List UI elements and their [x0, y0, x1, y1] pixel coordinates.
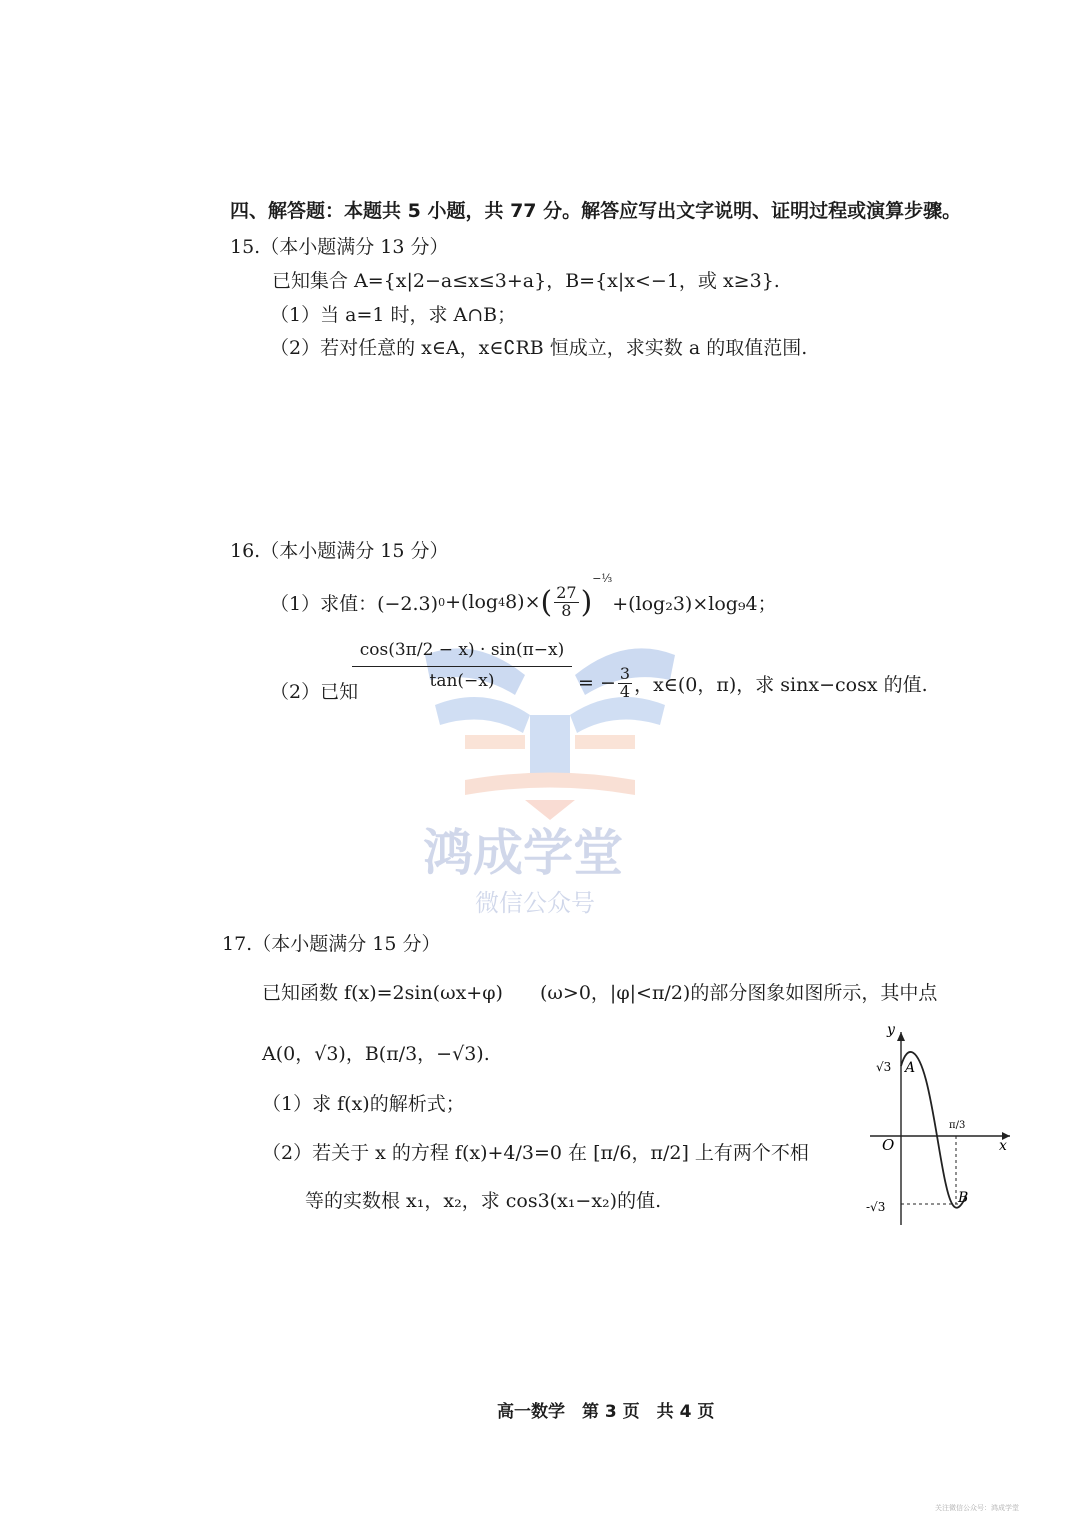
q17-header: 17.（本小题满分 15 分）	[222, 933, 441, 955]
q16-part1-exp: −⅓	[592, 572, 613, 585]
q16-part2-fraction	[352, 640, 572, 691]
q16-part2-eq: = −	[578, 672, 616, 695]
graph-point-b-label: B	[958, 1190, 969, 1206]
q16-part1-mid: +(log	[445, 591, 499, 613]
q16-part2-val-num: 3	[619, 664, 631, 683]
q16-part1-prefix: （1）求值：(−2.3)	[270, 592, 439, 615]
q17-part2-a: （2）若关于 x 的方程 f(x)+4/3=0 在 [π/6，π/2] 上有两个不相	[262, 1142, 809, 1164]
q15-header: 15.（本小题满分 13 分）	[230, 236, 449, 258]
q16-part1-zero: 0	[438, 595, 446, 609]
watermark-sub: 微信公众号	[475, 889, 595, 917]
q16-part1-mid2: 8)×	[505, 591, 541, 613]
graph-point-a-label: A	[905, 1060, 916, 1076]
graph-origin-label: O	[882, 1136, 895, 1154]
graph-x-tick-label: π/3	[949, 1120, 966, 1131]
q16-part1-tail: +(log₂3)×log₉4；	[612, 592, 777, 615]
graph-y-label: y	[887, 1022, 895, 1038]
q17-part2-b: 等的实数根 x₁，x₂，求 cos3(x₁−x₂)的值.	[305, 1190, 662, 1212]
q15-part1: （1）当 a=1 时，求 A∩B；	[270, 304, 517, 326]
q16-part1-frac-num: 27	[556, 582, 577, 602]
section-title: 四、解答题：本题共 5 小题，共 77 分。解答应写出文字说明、证明过程或演算步骤。	[230, 200, 962, 222]
q16-part1: （1）求值：(−2.3) 0 +(log 4 8)× ( $\frac{27}{8}$ ) −⅓ +(log₂3)×log₉4；	[270, 572, 777, 620]
function-graph	[860, 1020, 1020, 1230]
watermark-name: 鸿成学堂	[423, 823, 623, 882]
q16-part2-rhs	[578, 666, 928, 701]
y-axis-arrow-icon	[897, 1032, 905, 1041]
page-footer: 高一数学 第 3 页 共 4 页	[497, 1402, 715, 1422]
q16-part2-tail: ，x∈(0，π)，求 sinx−cosx 的值.	[634, 673, 928, 696]
q16-part2-prefix: （2）已知	[270, 681, 359, 703]
graph-x-label: x	[999, 1138, 1007, 1154]
corner-note: 关注微信公众号：鸿成学堂	[935, 1504, 1019, 1512]
graph-y-bottom-label: -√3	[866, 1200, 886, 1214]
graph-y-top-label: √3	[876, 1060, 892, 1074]
q16-header: 16.（本小题满分 15 分）	[230, 540, 449, 562]
q17-part1: （1）求 f(x)的解析式；	[262, 1093, 465, 1115]
q15-stem: 已知集合 A={x|2−a≤x≤3+a}，B={x|x<−1，或 x≥3}.	[272, 270, 780, 292]
q15-part2: （2）若对任意的 x∈A，x∈∁RB 恒成立，求实数 a 的取值范围.	[270, 337, 808, 359]
q17-stem-a: 已知函数 f(x)=2sin(ωx+φ)	[262, 982, 503, 1004]
q16-part1-log4: 4	[498, 595, 506, 609]
q16-part2-val-den: 4	[619, 681, 631, 701]
q17-stem-b: (ω>0，|φ|<π/2)的部分图象如图所示，其中点	[540, 982, 938, 1004]
q16-part2-denominator: tan(−x)	[429, 671, 495, 691]
q16-part2-numerator: cos(3π/2 − x) · sin(π−x)	[352, 640, 572, 667]
q17-points: A(0，√3)，B(π/3，−√3).	[262, 1043, 490, 1065]
q16-part1-frac-den: 8	[561, 600, 572, 620]
